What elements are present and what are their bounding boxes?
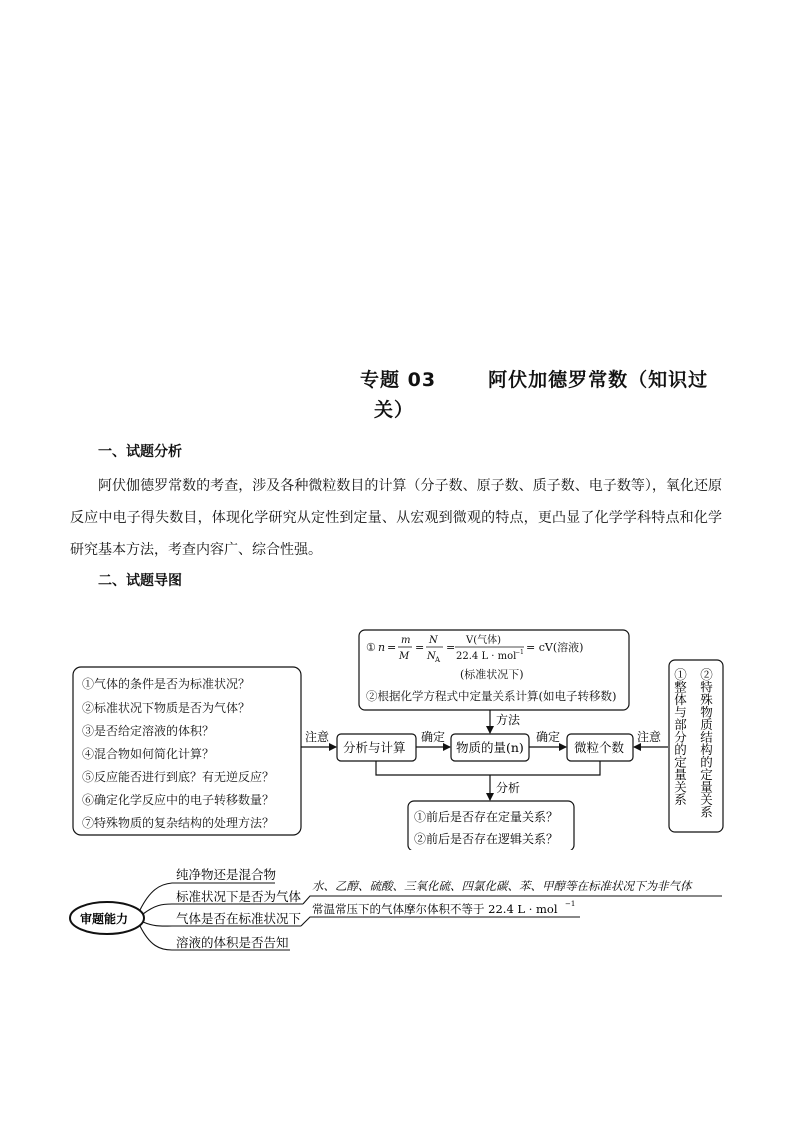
section-heading-analysis: 一、试题分析 xyxy=(98,444,182,460)
precaution-item: ④混合物如何简化计算？ xyxy=(82,747,215,761)
concept-flowchart xyxy=(0,620,794,850)
page-title xyxy=(360,365,740,425)
mindmap-note-molar-volume: 常温常压下的气体摩尔体积不等于 22.4 L · mol xyxy=(312,902,558,916)
mindmap-branch: 气体是否在标准状况下 xyxy=(176,911,302,926)
section-heading-diagram: 二、试题导图 xyxy=(98,573,182,589)
mindmap-note-exp: −1 xyxy=(565,900,576,908)
precaution-item: ⑦特殊物质的复杂结构的处理方法？ xyxy=(82,816,275,830)
svg-text:=: = xyxy=(415,641,425,654)
particles-label: 微粒个数 xyxy=(574,740,625,755)
precaution-item: ③是否给定溶液的体积？ xyxy=(82,724,215,738)
svg-text:M: M xyxy=(399,651,410,662)
svg-text:= cV(溶液): = cV(溶液) xyxy=(526,641,584,654)
svg-text:(标准状况下): (标准状况下) xyxy=(460,668,524,681)
mindmap-branch: 标准状况下是否为气体 xyxy=(176,889,302,904)
svg-text:②根据化学方程式中定量关系计算(如电子转移数): ②根据化学方程式中定量关系计算(如电子转移数) xyxy=(366,689,617,703)
relation-item: ①前后是否存在定量关系？ xyxy=(414,810,559,824)
svg-text:A: A xyxy=(435,656,441,664)
precaution-item: ①气体的条件是否为标准状况？ xyxy=(82,677,251,691)
precaution-item: ⑥确定化学反应中的电子转移数量？ xyxy=(82,793,275,807)
review-skill-mindmap xyxy=(0,860,794,970)
svg-text:−1: −1 xyxy=(515,649,524,656)
mole-formula xyxy=(366,633,616,703)
svg-text:=: = xyxy=(387,641,397,654)
svg-text:①: ① xyxy=(366,641,376,654)
mindmap-center-label: 审题能力 xyxy=(80,912,129,926)
determine-label-1: 确定 xyxy=(421,730,446,744)
mindmap-note-nongas: 水、乙醇、硫酸、三氧化硫、四氯化碳、苯、甲醇等在标准状况下为非气体 xyxy=(312,879,692,893)
svg-text:n: n xyxy=(378,641,386,654)
determine-label-2: 确定 xyxy=(536,730,561,744)
analysis-label: 分析 xyxy=(496,781,521,795)
svg-text:m: m xyxy=(401,635,411,646)
svg-text:V(气体): V(气体) xyxy=(466,635,502,646)
topic-name-line2: 关） xyxy=(374,399,415,421)
precaution-item: ⑤反应能否进行到底？有无逆反应？ xyxy=(82,770,275,784)
precaution-item: ②标准状况下物质是否为气体？ xyxy=(82,701,251,715)
topic-name-line1: 阿伏加德罗常数（知识过 xyxy=(488,369,709,391)
attention-left-label: 注意 xyxy=(305,730,330,744)
topic-number: 专题 03 xyxy=(360,369,437,391)
amount-label: 物质的量(n) xyxy=(456,740,524,755)
svg-text:=: = xyxy=(446,641,456,654)
whole-part-relation: ①整体与部分的定量关系 xyxy=(672,668,688,806)
special-structure-relation: ②特殊物质结构的定量关系 xyxy=(698,668,714,818)
svg-text:22.4 L · mol: 22.4 L · mol xyxy=(456,651,517,662)
analysis-paragraph: 阿伏伽德罗常数的考查，涉及各种微粒数目的计算（分子数、原子数、质子数、电子数等），氧化还原反应中电子得失数目，体现化学研究从定性到定量、从宏观到微观的特点，更凸显了化学学科特点和化学研究基本方法，考查内容广、综合性强。 xyxy=(70,478,722,558)
svg-text:N: N xyxy=(429,635,438,646)
svg-text:N: N xyxy=(427,651,436,662)
mindmap-branch: 纯净物还是混合物 xyxy=(176,867,277,882)
method-label: 方法 xyxy=(496,713,521,727)
analysis-calc-label: 分析与计算 xyxy=(343,740,406,755)
attention-right-label: 注意 xyxy=(637,730,662,744)
mindmap-branch: 溶液的体积是否告知 xyxy=(176,935,289,950)
relation-item: ②前后是否存在逻辑关系？ xyxy=(414,832,559,846)
